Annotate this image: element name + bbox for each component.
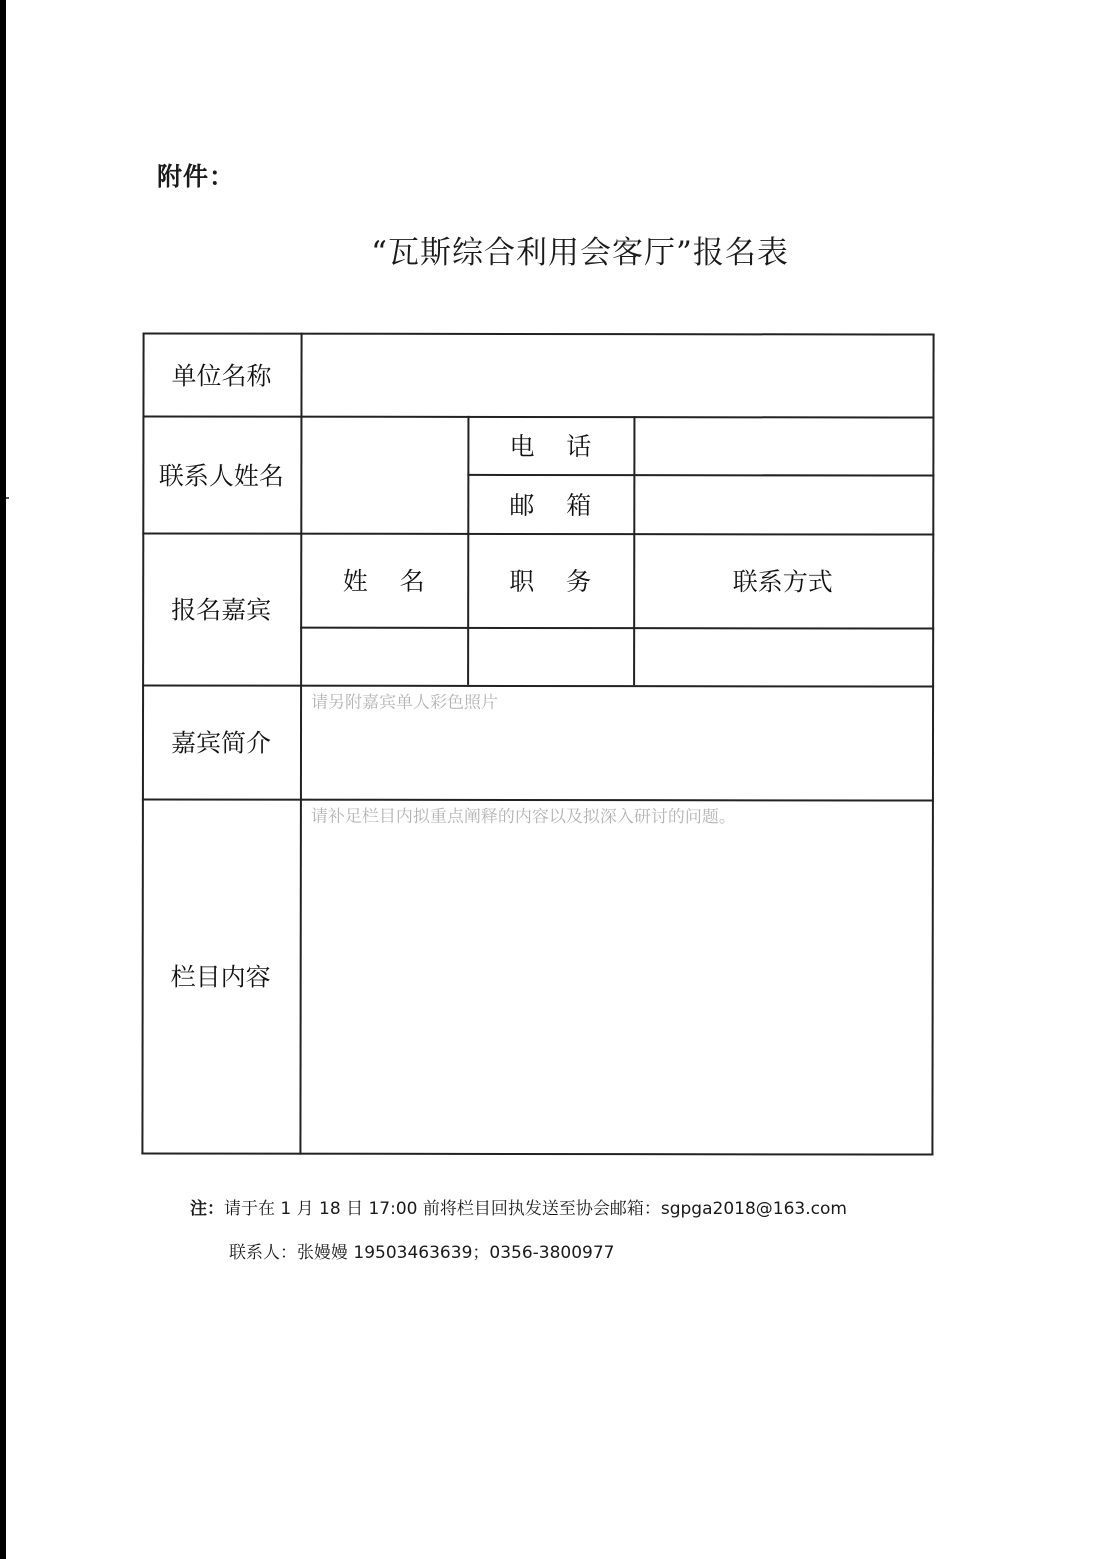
guest-col-name: 姓 名 <box>342 566 425 596</box>
column-content-hint: 请补足栏目内拟重点阐释的内容以及拟深入研讨的问题。 <box>310 806 736 828</box>
contact-name-field[interactable] <box>302 418 466 532</box>
guest-bio-field[interactable] <box>302 687 931 799</box>
attachment-label: 附件： <box>157 162 236 191</box>
guest-bio-hint: 请另附嘉宾单人彩色照片 <box>311 692 499 713</box>
guest-position-field[interactable] <box>469 629 632 684</box>
org-name-label: 单位名称 <box>171 360 272 391</box>
org-name-field[interactable] <box>302 335 931 416</box>
form-title: “瓦斯综合利用会客厅”报名表 <box>371 235 789 271</box>
guest-label: 报名嘉宾 <box>171 595 272 625</box>
guest-col-contact: 联系方式 <box>732 567 833 597</box>
note-text: 请于在 1 月 18 日 17:00 前将栏目回执发送至协会邮箱：sgpga2018@163.com <box>224 1199 847 1219</box>
email-label: 邮 箱 <box>509 490 592 520</box>
contact-name-label: 联系人姓名 <box>158 460 284 491</box>
submission-note <box>190 1194 847 1219</box>
guest-contact-field[interactable] <box>635 629 931 684</box>
scan-speck <box>6 497 9 499</box>
registration-form-table <box>141 332 934 1155</box>
guest-name-field[interactable] <box>302 629 466 684</box>
phone-label: 电 话 <box>509 431 592 462</box>
column-content-label: 栏目内容 <box>170 962 271 992</box>
guest-col-position: 职 务 <box>509 566 592 597</box>
table-border-right <box>931 334 934 1156</box>
contact-line: 联系人：张嫚嫚 19503463639；0356-3800977 <box>229 1243 615 1263</box>
email-field[interactable] <box>635 476 931 532</box>
column-content-field[interactable] <box>301 801 930 1153</box>
guest-bio-label: 嘉宾简介 <box>170 728 272 758</box>
table-border-bottom <box>141 1152 933 1155</box>
phone-field[interactable] <box>635 418 931 473</box>
note-prefix: 注： <box>190 1199 224 1219</box>
